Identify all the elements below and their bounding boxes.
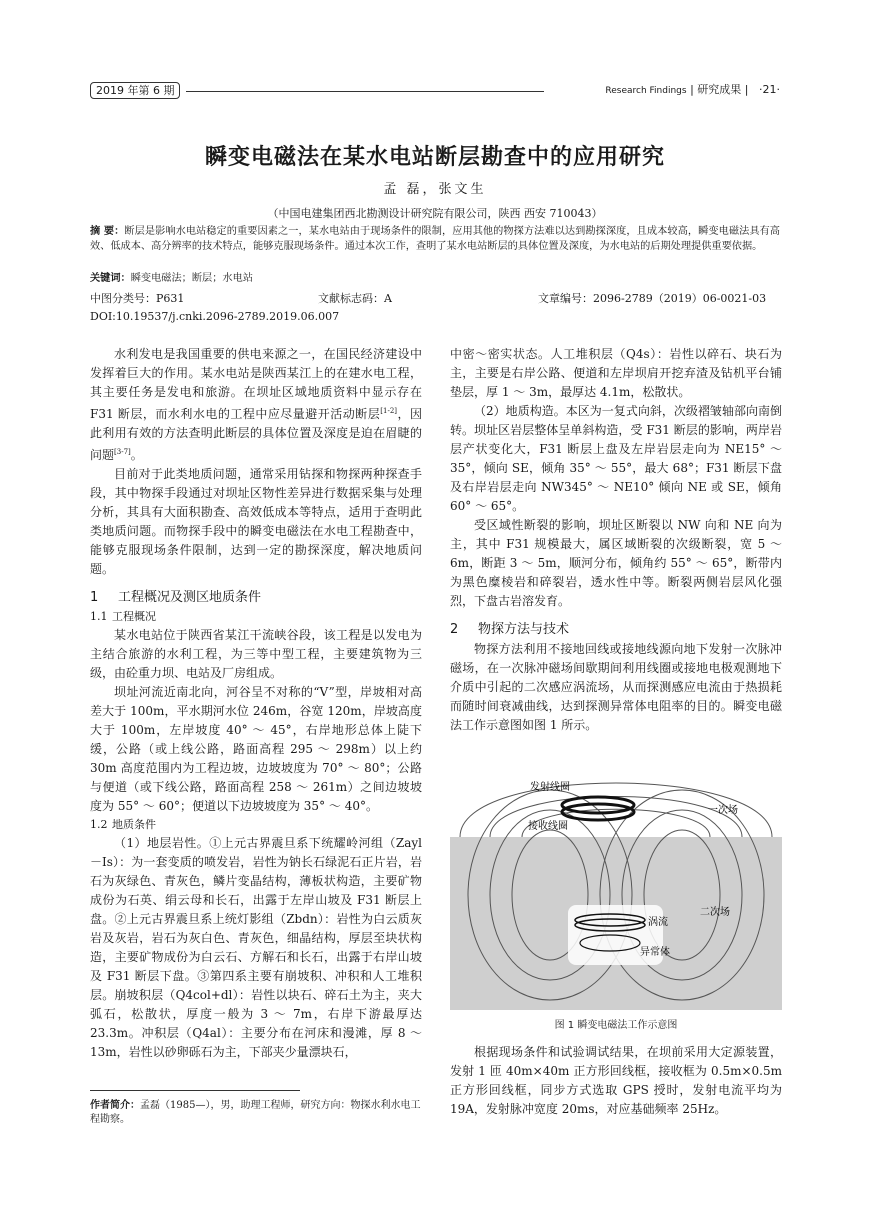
label-anomaly: 异常体 xyxy=(640,947,670,958)
section-heading-1 xyxy=(90,588,422,608)
authors: 孟 磊，张文生 xyxy=(383,182,487,197)
section-title: 物探方法与技术 xyxy=(478,622,570,637)
label-receiver: 接收线圈 xyxy=(528,821,568,832)
tem-diagram xyxy=(450,745,782,1010)
keywords xyxy=(90,271,780,286)
intro-paragraph-1 xyxy=(90,345,422,465)
geology-paragraph-1: （1）地层岩性。①上元古界震旦系下统耀岭河组（Zayl－Is）：为一套变质的喷发岩，岩性为钠长石绿泥石正片岩，岩石为灰绿色、青灰色，鳞片变晶结构，薄板状构造，主要矿物成份为石英、绢云母和长石，出露于左岸山坡及 F31 断层上盘。②上元古界震旦系上统灯影组（Zbdn）：岩性为白云质灰岩及灰岩，岩石为灰白色、青灰色，细晶结构，厚层至块状构造，主要矿物成份为白云石、方解石和长石，出露于右岸山坡及 F31 断层下盘。③第四系主要有崩坡积、冲积和人工堆积层。崩坡积层（Q4col+dl）：岩性以块石、碎石土为主，夹大弧石，松散状，厚度一般为 3 ～ 7m，右岸下游最厚达 23.3m。冲积层（Q4al）：主要分布在河床和漫滩，厚 8 ～ 13m，岩性以砂卵砾石为主，下部夹少量漂块石， xyxy=(90,836,422,1059)
overview-paragraph-1: 某水电站位于陕西省某江干流峡谷段，该工程是以发电为主结合旅游的水利工程，为三等中型工程，主要建筑物为三级，由砼重力坝、电站及厂房组成。 xyxy=(90,628,422,680)
geology-paragraph-2: （2）地质构造。本区为一复式向斜，次级褶皱轴部向南倒转。坝址区岩层整体呈单斜构造，受 F31 断层的影响，两岸岩层产状变化大，F31 断层上盘及左岸岩层走向为 NE15° ～ 35°，倾向 SE，倾角 35° ～ 55°，最大 68°；F31 断层下盘及右岸岩层走向 NW345° ～ NE10° 倾向 NE 或 SE，倾角 60° ～ 65°。 xyxy=(450,404,782,513)
section-number: 2 xyxy=(450,622,459,637)
citation-ref: [1-2] xyxy=(380,407,397,415)
citation-ref: [3-7] xyxy=(114,448,131,456)
figure-caption: 图 1 瞬变电磁法工作示意图 xyxy=(554,1020,678,1031)
subsection-number: 1.2 xyxy=(90,818,108,831)
author-footnote xyxy=(90,1099,422,1127)
abstract-label: 摘 要： xyxy=(90,226,125,237)
intro-text-a: 水利发电是我国重要的供电来源之一，在国民经济建设中发挥着巨大的作用。某水电站是陕西某江上的在建水电工程，其主要任务是发电和旅游。在坝址区域地质资料中显示存在 F31 断层，而水利水电的工程中应尽量避开活动断层 xyxy=(90,347,422,421)
doi: DOI:10.19537/j.cnki.2096-2789.2019.06.007 xyxy=(90,310,340,323)
subsection-number: 1.1 xyxy=(90,610,108,623)
footnote-rule xyxy=(90,1090,300,1091)
label-eddy-current: 涡流 xyxy=(648,917,668,928)
footnote-text: 孟磊（1985—），男，助理工程师，研究方向：物探水利水电工程勘察。 xyxy=(90,1100,421,1125)
label-secondary-field: 二次场 xyxy=(700,907,730,918)
doc-code: 文献标志码：A xyxy=(318,292,392,305)
intro-text-b: ，因此利用有效的方法查明此断层的具体位置及深度是迫在眉睫的问题 xyxy=(90,407,422,462)
left-column xyxy=(90,345,422,1062)
article-number: 文章编号：2096-2789（2019）06-0021-03 xyxy=(538,292,767,305)
right-column xyxy=(450,345,782,1119)
section-number: 1 xyxy=(90,590,99,605)
subsection-heading-1-2 xyxy=(90,816,422,834)
abstract-text: 断层是影响水电站稳定的重要因素之一，某水电站由于现场条件的限制，应用其他的物探方法难以达到勘探深度，且成本较高，瞬变电磁法具有高效、低成本、高分辨率的技术特点，能够克服现场条件。通过本次工作，查明了某水电站断层的具体位置及深度，为水电站的后期处理提供重要依据。 xyxy=(90,226,780,252)
section-title: 工程概况及测区地质条件 xyxy=(118,590,262,605)
label-primary-field: 一次场 xyxy=(708,805,738,816)
overview-paragraph-2: 坝址河流近南北向，河谷呈不对称的“V”型，岸坡相对高差大于 100m，平水期河水位 246m，谷宽 120m，岸坡高度大于 100m，左岸坡度 40° ～ 45°，右岸地形总体上陡下缓，公路（或上线公路，路面高程 295 ～ 298m）以上约 30m 高度范围内为工程边坡，边坡坡度为 70° ～ 80°；公路与便道（或下线公路，路面高程 258 ～ 261m）之间边坡坡度为 55° ～ 60°；便道以下边坡坡度为 35° ～ 40°。 xyxy=(90,685,422,813)
subsection-title: 地质条件 xyxy=(112,818,156,831)
label-transmitter: 发射线圈 xyxy=(530,782,570,793)
section-cn: 研究成果 xyxy=(697,83,742,96)
setup-paragraph: 根据现场条件和试验调试结果，在坝前采用大定源装置，发射 1 匝 40m×40m 正方形回线框，接收框为 0.5m×0.5m 正方形回线框，同步方式选取 GPS 授时，发射电流平均为 19A，发射脉冲宽度 20ms，对应基础频率 25Hz。 xyxy=(450,1045,782,1116)
affiliation: （中国电建集团西北勘测设计研究院有限公司，陕西 西安 710043） xyxy=(267,207,603,220)
abstract xyxy=(90,224,780,254)
page-number: ·21· xyxy=(759,83,780,96)
figure-1 xyxy=(450,745,782,1035)
section-en: Research Findings xyxy=(605,86,687,96)
intro-text-c: 。 xyxy=(130,448,143,462)
header-rule xyxy=(186,91,544,92)
header-right: Research Findings | 研究成果 | ·21· xyxy=(605,83,780,96)
geology-paragraph-3: 受区域性断裂的影响，坝址区断裂以 NW 向和 NE 向为主，其中 F31 规模最大，属区域断裂的次级断裂，宽 5 ～ 6m，断距 3 ～ 5m，顺河分布，倾角约 55° ～ 65°，断带内为黑色糜棱岩和碎裂岩，透水性中等。断裂两侧岩层风化强烈，下盘古岩溶发育。 xyxy=(450,518,782,608)
keywords-label: 关键词： xyxy=(90,273,131,284)
issue-badge: 2019 年第 6 期 xyxy=(90,82,180,99)
article-title: 瞬变电磁法在某水电站断层勘查中的应用研究 xyxy=(204,145,665,170)
method-paragraph: 物探方法利用不接地回线或接地线源向地下发射一次脉冲磁场，在一次脉冲磁场间歇期间利用线圈或接地电极观测地下介质中引起的二次感应涡流场，从而探测感应电流由于热损耗而随时间衰减曲线，达到探测异常体电阻率的目的。瞬变电磁法工作示意图如图 1 所示。 xyxy=(450,642,782,732)
keywords-text: 瞬变电磁法；断层；水电站 xyxy=(130,273,253,284)
intro-paragraph-2: 目前对于此类地质问题，通常采用钻探和物探两种探查手段，其中物探手段通过对坝址区物性差异进行数据采集与处理分析，其具有大面积勘查、高效低成本等特点，适用于查明此类地质问题。而物探手段中的瞬变电磁法在水电工程勘查中，能够克服现场条件限制，达到一定的勘探深度，解决地质问题。 xyxy=(90,467,422,576)
subsection-heading-1-1 xyxy=(90,608,422,626)
geology-paragraph-1-cont: 中密～密实状态。人工堆积层（Q4s）：岩性以碎石、块石为主，主要是右岸公路、便道和左岸坝肩开挖弃渣及钻机平台铺垫层，厚 1 ～ 3m，最厚达 4.1m，松散状。 xyxy=(450,347,782,399)
running-header xyxy=(90,82,780,100)
section-heading-2 xyxy=(450,620,782,640)
clc-number: 中图分类号：P631 xyxy=(90,292,185,305)
subsection-title: 工程概况 xyxy=(112,610,156,623)
footnote-label: 作者简介： xyxy=(90,1100,140,1111)
